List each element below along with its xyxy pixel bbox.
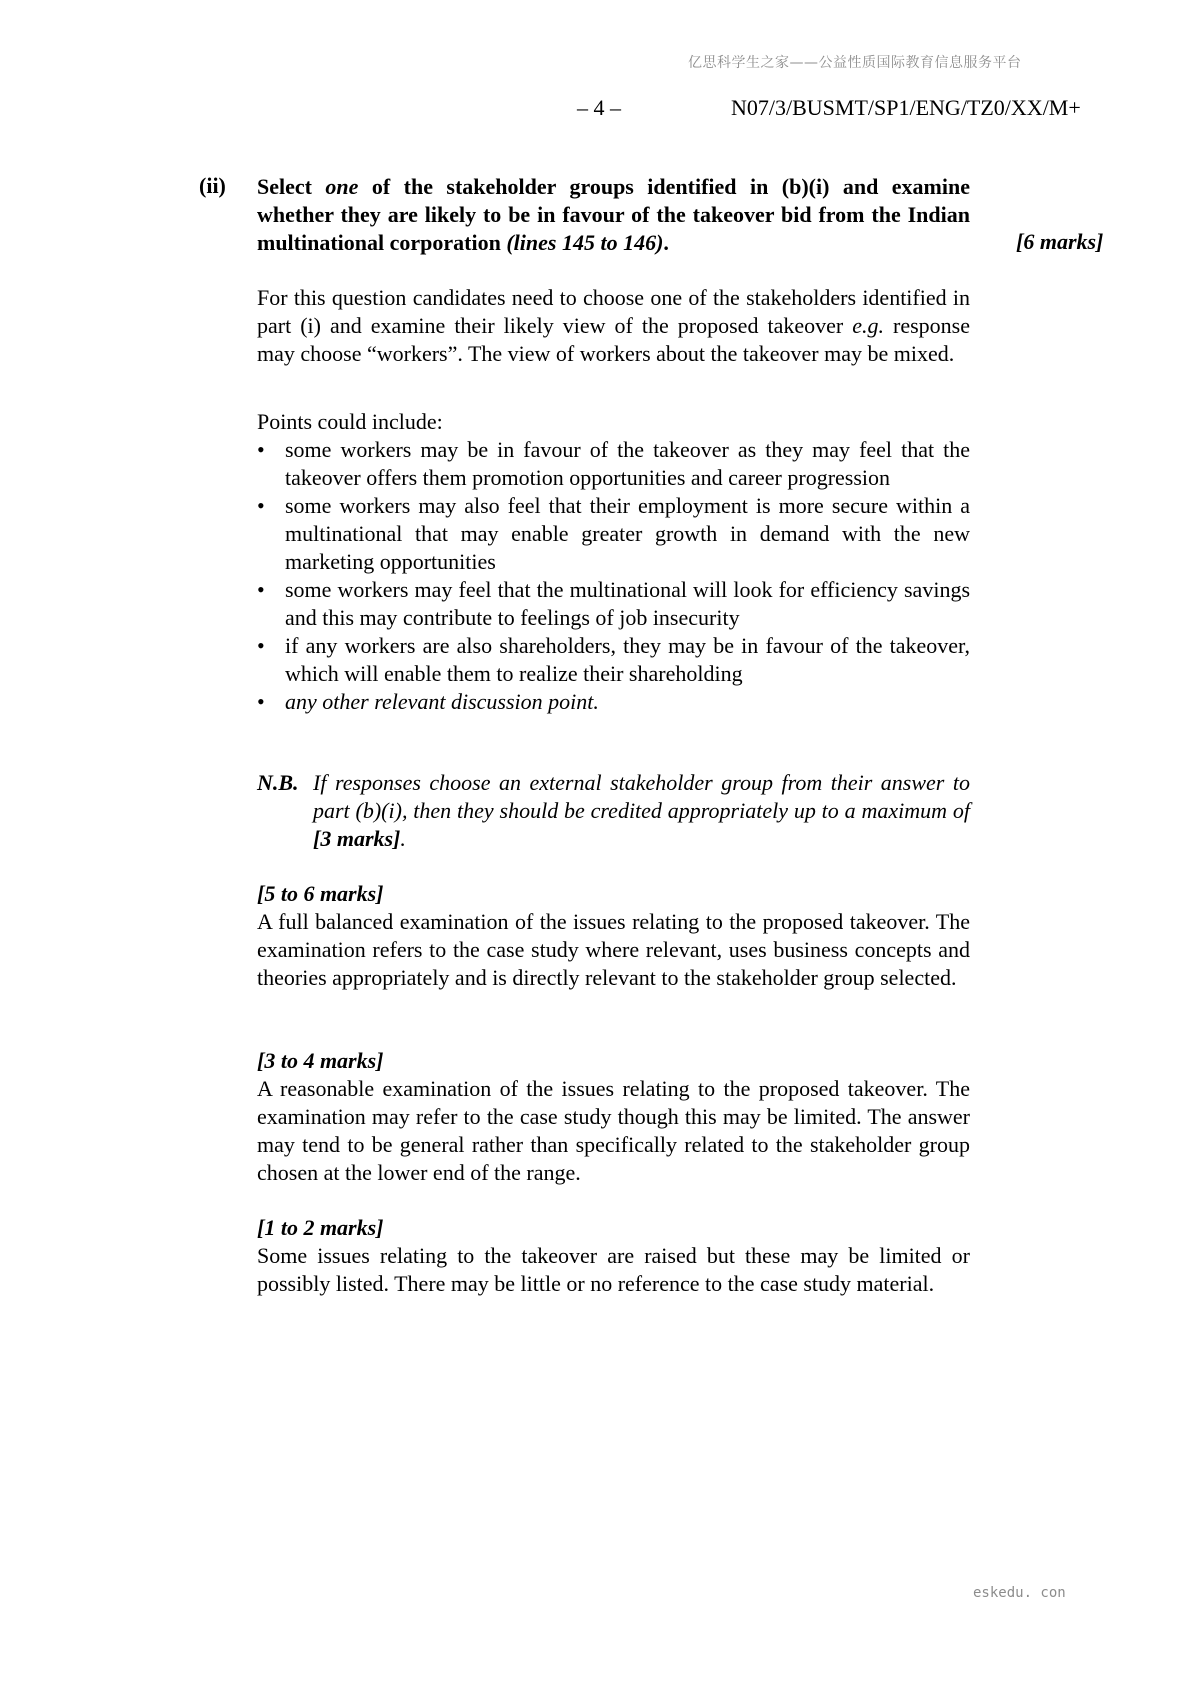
question-text-a: Select (257, 174, 326, 199)
nb-note (257, 769, 970, 853)
list-item-text: some workers may also feel that their employment is more secure within a multinational that may enable greater growth in demand with the new marketing opportunities (285, 493, 970, 574)
bullet-icon: • (257, 493, 265, 518)
intro-paragraph (257, 284, 970, 368)
page-number: – 4 – (577, 95, 621, 120)
list-item-text: some workers may feel that the multinational will look for efficiency savings and this may contribute to feelings of job insecurity (285, 577, 970, 630)
list-item (257, 492, 970, 576)
mark-band (257, 880, 970, 992)
intro-eg: e.g. (852, 313, 884, 338)
watermark-bottom: eskedu. con (973, 1585, 1066, 1601)
list-item (257, 436, 970, 492)
points-heading: Points could include: (257, 409, 443, 434)
nb-marks: [3 marks] (313, 826, 401, 851)
nb-label: N.B. (257, 770, 299, 795)
mark-band (257, 1047, 970, 1187)
intro-text-a: For this question candidates need to choose one of the stakeholders identified in part (i) and examine their likely view of the proposed takeover (257, 285, 970, 338)
nb-end: . (400, 826, 406, 851)
mark-band-text: A reasonable examination of the issues relating to the proposed takeover. The examination may refer to the case study though this may be limited. The answer may tend to be general rather than specifically related to the stakeholder group chosen at the lower end of the range. (257, 1076, 970, 1185)
question-text (257, 173, 970, 257)
intro-text-b: response may choose “workers”. The view of workers about the takeover may be mixed. (257, 313, 970, 366)
question-lines-ref: (lines 145 to 146) (506, 230, 664, 255)
mark-band (257, 1214, 970, 1298)
bullet-icon: • (257, 437, 265, 462)
question-marks: [6 marks] (1016, 229, 1104, 254)
question-text-end: . (663, 230, 669, 255)
list-item-text: if any workers are also shareholders, they may be in favour of the takeover, which will enable them to realize their shareholding (285, 633, 970, 686)
mark-band-text: Some issues relating to the takeover are raised but these may be limited or possibly listed. There may be little or no reference to the case study material. (257, 1243, 970, 1296)
list-item (257, 576, 970, 632)
mark-band-title: [1 to 2 marks] (257, 1215, 384, 1240)
list-item-text: any other relevant discussion point. (285, 689, 599, 714)
bullet-icon: • (257, 633, 265, 658)
list-item (257, 632, 970, 688)
question-label: (ii) (199, 173, 226, 198)
mark-band-title: [5 to 6 marks] (257, 881, 384, 906)
points-list (257, 436, 970, 716)
nb-text-block (257, 769, 970, 853)
question-emphasis: one (325, 174, 359, 199)
question-text-b: of the stakeholder groups identified in (b)(i) and examine whether they are likely to be in favour of the takeover bid from the Indian multinational corporation (257, 174, 970, 255)
bullet-icon: • (257, 577, 265, 602)
mark-band-title: [3 to 4 marks] (257, 1048, 384, 1073)
list-item-text: some workers may be in favour of the takeover as they may feel that the takeover offers them promotion opportunities and career progression (285, 437, 970, 490)
document-code: N07/3/BUSMT/SP1/ENG/TZ0/XX/M+ (731, 95, 1081, 120)
bullet-icon: • (257, 689, 265, 714)
watermark-top: 亿思科学生之家——公益性质国际教育信息服务平台 (688, 55, 1022, 71)
mark-band-text: A full balanced examination of the issues relating to the proposed takeover. The examination refers to the case study where relevant, uses business concepts and theories appropriately and is directly relevant to the stakeholder group selected. (257, 909, 970, 990)
points-section (257, 408, 970, 716)
nb-text: If responses choose an external stakeholder group from their answer to part (b)(i), then they should be credited appropriately up to a maximum of (313, 770, 970, 823)
list-item (257, 688, 970, 716)
